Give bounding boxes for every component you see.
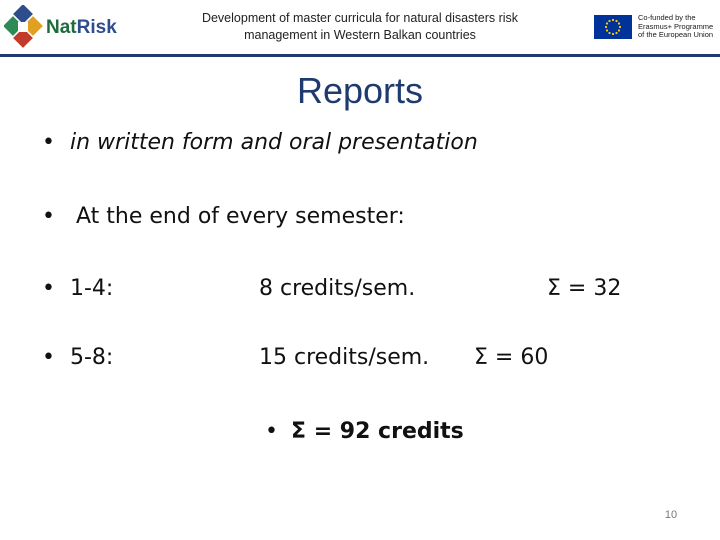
eu-flag-icon [594, 15, 632, 39]
total-credits-text: Σ = 92 credits [291, 419, 464, 444]
eu-text-line1: Co-funded by the [638, 13, 696, 22]
semester-range-label: 1-4: [70, 276, 114, 301]
credits-1-4: 8 credits/sem. [259, 276, 416, 301]
sum-1-4: Σ = 32 [547, 276, 622, 301]
logo-text-nat: Nat [46, 17, 77, 38]
logo-wordmark [46, 17, 117, 39]
bullet-total-credits [265, 419, 464, 444]
header-divider [0, 54, 720, 57]
bullet-marker: • [42, 130, 55, 155]
eu-cofunded-text [638, 14, 720, 40]
bullet-text: At the end of every semester: [76, 204, 405, 229]
bullet-written-oral [42, 130, 478, 155]
logo-text-risk: Risk [76, 17, 117, 38]
bullet-end-of-semester [42, 204, 405, 229]
slide-header [0, 0, 720, 52]
bullet-semesters-1-4 [42, 276, 113, 301]
page-number: 10 [664, 509, 678, 521]
bullet-marker: • [42, 276, 55, 301]
eu-text-line2: Erasmus+ Programme [638, 21, 714, 31]
eu-cofunded-logo [594, 14, 718, 40]
bullet-marker: • [42, 204, 55, 229]
natrisk-diamond-icon [4, 5, 44, 49]
bullet-semesters-5-8 [42, 345, 113, 370]
credits-5-8: 15 credits/sem. [259, 345, 430, 370]
sum-5-8: Σ = 60 [474, 345, 549, 370]
slide-title: Reports [296, 70, 424, 111]
eu-text-line3: of the European Union [638, 30, 714, 39]
project-subtitle-line2: management in Western Balkan countries [244, 28, 476, 42]
bullet-marker: • [265, 419, 278, 444]
bullet-marker: • [42, 345, 55, 370]
natrisk-logo [4, 5, 116, 49]
project-subtitle [170, 10, 550, 44]
semester-range-label: 5-8: [70, 345, 114, 370]
bullet-text: in written form and oral presentation [70, 130, 478, 155]
project-subtitle-line1: Development of master curricula for natural disasters risk [201, 11, 519, 25]
